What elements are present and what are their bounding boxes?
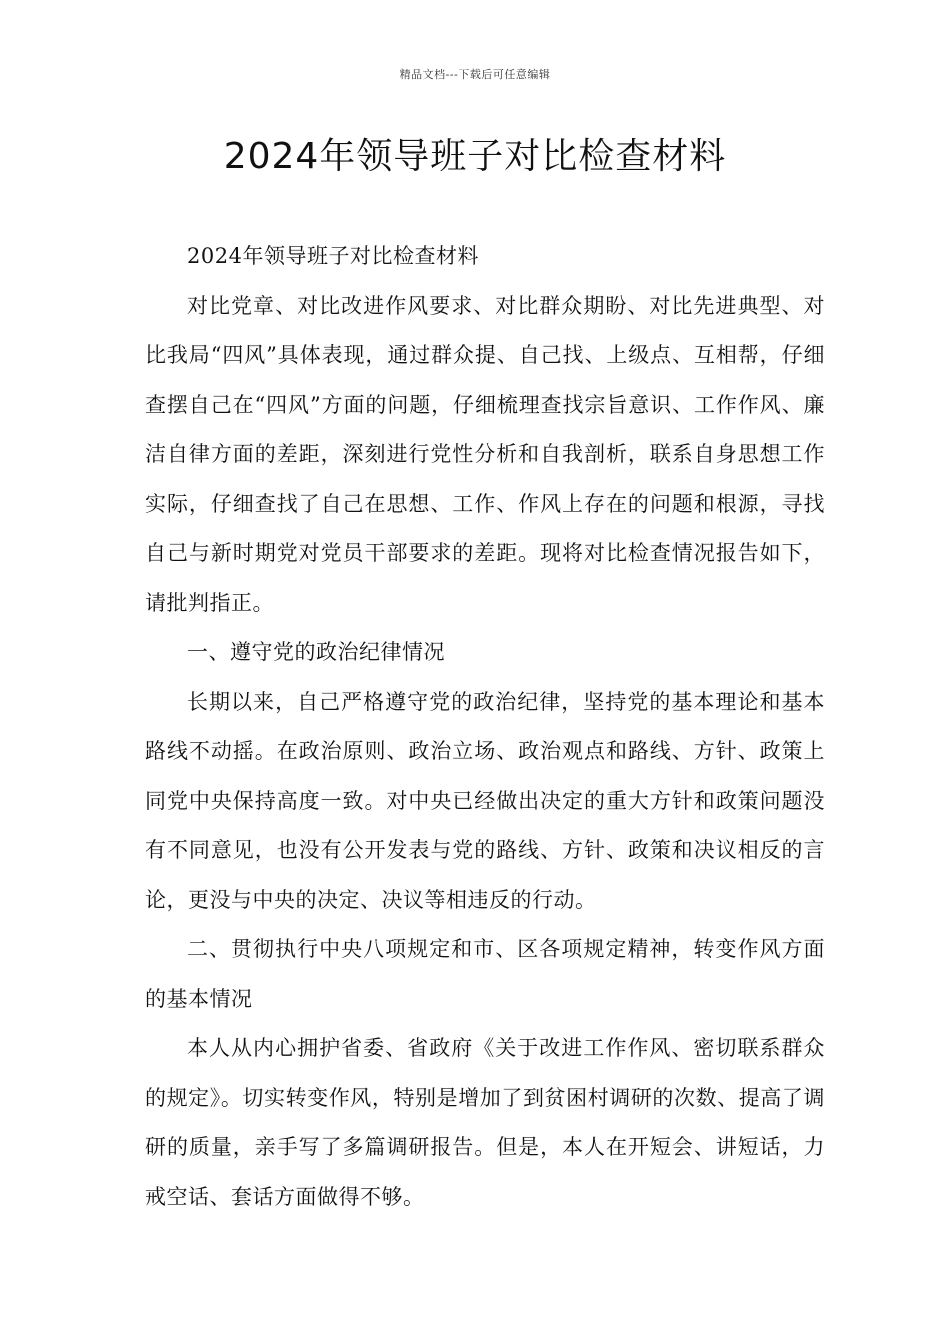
document-title: 2024年领导班子对比检查材料 <box>223 136 727 177</box>
paragraph-subtitle: 2024年领导班子对比检查材料 <box>187 244 479 268</box>
paragraph-intro: 对比党章、对比改进作风要求、对比群众期盼、对比先进典型、对比我局“四风”具体表现，通过群众提、自己找、上级点、互相帮，仔细查摆自己在“四风”方面的问题，仔细梳理查找宗旨意识、工作作风、廉洁自律方面的差距，深刻进行党性分析和自我剖析，联系自身思想工作实际，仔细查找了自己在思想、工作、作风上存在的问题和根源，寻找自己与新时期党对党员干部要求的差距。现将对比检查情况报告如下，请批判指正。 <box>145 293 825 615</box>
section-heading-2: 二、贯彻执行中央八项规定和市、区各项规定精神，转变作风方面的基本情况 <box>145 937 825 1011</box>
paragraph-section-2: 本人从内心拥护省委、省政府《关于改进工作作风、密切联系群众的规定》。切实转变作风，特别是增加了到贫困村调研的次数、提高了调研的质量，亲手写了多篇调研报告。但是，本人在开短会、讲短话，力戒空话、套话方面做得不够。 <box>145 1036 825 1209</box>
header-note: 精品文档---下载后可任意编辑 <box>399 68 551 81</box>
paragraph-section-1: 长期以来，自己严格遵守党的政治纪律，坚持党的基本理论和基本路线不动摇。在政治原则、政治立场、政治观点和路线、方针、政策上同党中央保持高度一致。对中央已经做出决定的重大方针和政策问题没有不同意见，也没有公开发表与党的路线、方针、政策和决议相反的言论，更没与中央的决定、决议等相违反的行动。 <box>145 689 825 912</box>
document-body <box>145 232 825 1222</box>
section-heading-1: 一、遵守党的政治纪律情况 <box>187 640 445 664</box>
